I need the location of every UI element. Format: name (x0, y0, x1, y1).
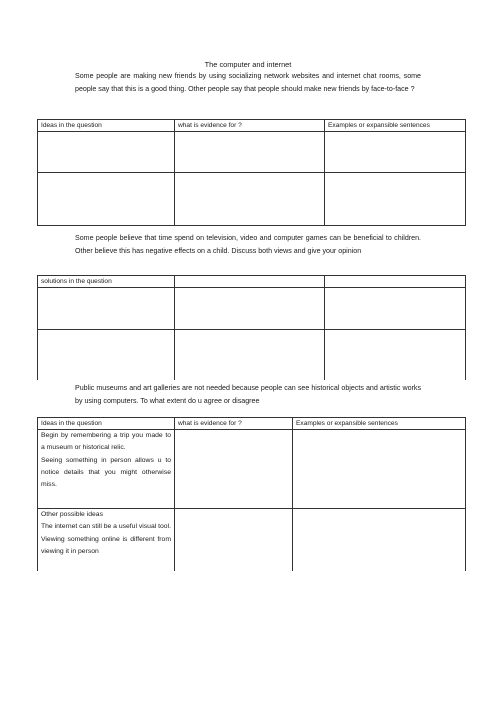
question-2-table (37, 275, 466, 380)
empty-cell (38, 132, 175, 173)
empty-cell (175, 288, 325, 330)
empty-cell (175, 330, 325, 381)
question-1-prompt: Some people are making new friends by using socializing network websites and internet chat rooms, some people say that this is a good thing. Other people say that people should make new friends by face-to-face ? (75, 72, 421, 93)
empty-cell (175, 173, 325, 226)
empty-cell (325, 132, 466, 173)
table-header-row (38, 120, 466, 132)
header-ideas: Ideas in the question (38, 418, 175, 430)
question-2-prompt: Some people believe that time spend on television, video and computer games can be beneficial to children. Other believe this has negative effects on a child. Discuss both views and give your opinion (75, 234, 421, 255)
idea-text: Viewing something online is different from viewing it in person (41, 535, 171, 555)
table-row (38, 132, 466, 173)
empty-cell (293, 509, 466, 572)
idea-text: Begin by remembering a trip you made to a museum or historical relic. (41, 432, 171, 452)
empty-cell (325, 173, 466, 226)
question-1-table (37, 119, 466, 226)
header-ideas: Ideas in the question (38, 120, 175, 132)
empty-cell (38, 288, 175, 330)
empty-cell (293, 430, 466, 509)
empty-cell (175, 132, 325, 173)
table-header-row (38, 276, 466, 288)
question-3-prompt: Public museums and art galleries are not needed because people can see historical objects and artistic works by using computers. To what extent do u agree or disagree (75, 384, 421, 405)
idea-text: The internet can still be a useful visual tool. (41, 523, 171, 531)
idea-text: Seeing something in person allows u to notice details that you might otherwise miss. (41, 456, 171, 489)
table-header-row (38, 418, 466, 430)
ideas-cell (38, 430, 175, 509)
table-row (38, 288, 466, 330)
empty-cell (325, 330, 466, 381)
table-row (38, 509, 466, 572)
empty-cell (175, 509, 293, 572)
header-examples: Examples or expansible sentences (325, 120, 466, 132)
header-empty (175, 276, 325, 288)
question-3-table (37, 417, 466, 571)
header-solutions: solutions in the question (38, 276, 175, 288)
ideas-cell (38, 509, 175, 572)
header-evidence: what is evidence for ? (175, 120, 325, 132)
header-evidence: what is evidence for ? (175, 418, 293, 430)
header-examples: Examples or expansible sentences (293, 418, 466, 430)
document-title: The computer and internet (204, 60, 292, 69)
table-row (38, 430, 466, 509)
empty-cell (38, 330, 175, 381)
idea-text: Other possible ideas (41, 511, 103, 518)
empty-cell (175, 430, 293, 509)
empty-cell (38, 173, 175, 226)
table-row (38, 173, 466, 226)
empty-cell (325, 288, 466, 330)
header-empty (325, 276, 466, 288)
table-row (38, 330, 466, 381)
